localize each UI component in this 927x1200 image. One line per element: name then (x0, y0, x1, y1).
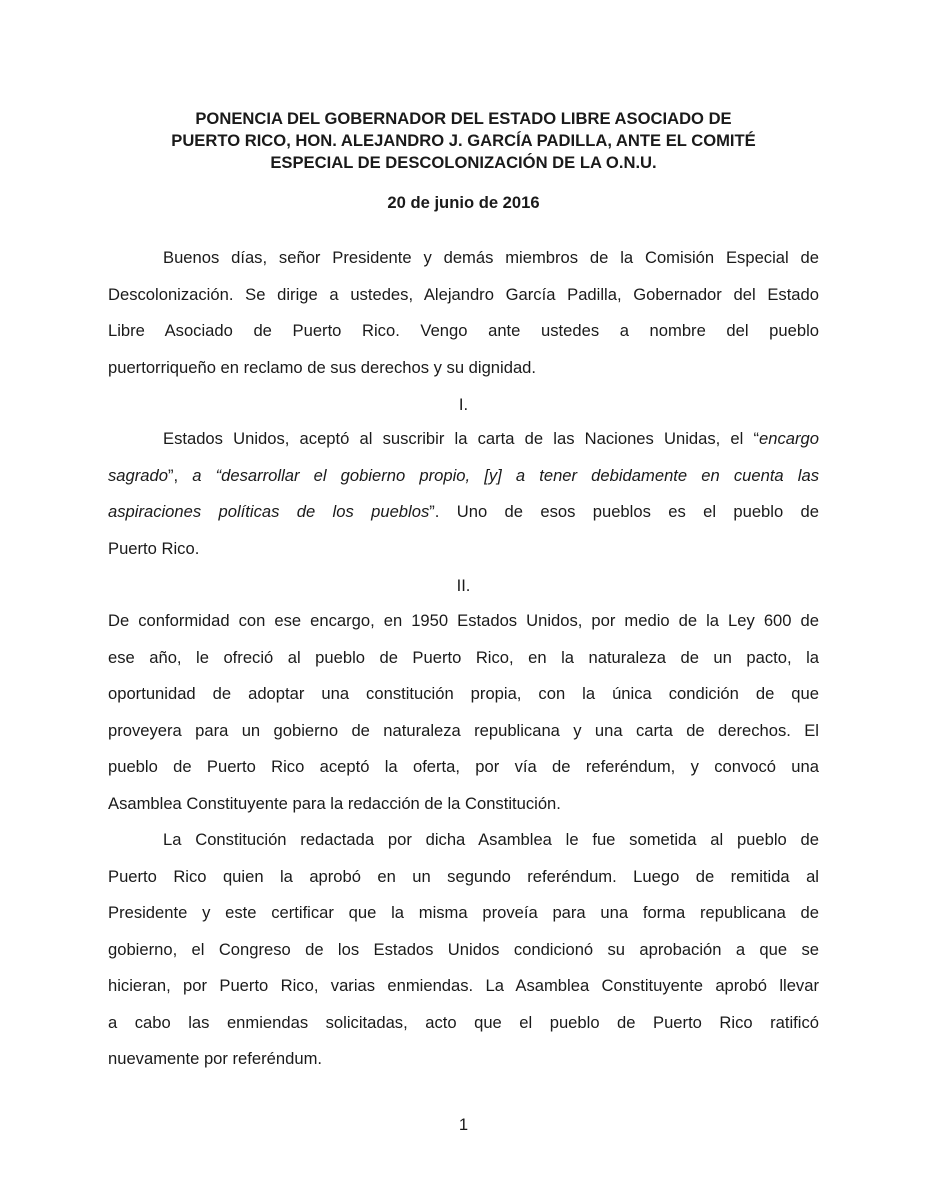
title-line: ESPECIAL DE DESCOLONIZACIÓN DE LA O.N.U. (270, 153, 657, 172)
text-line: gobierno, el Congreso de los Estados Unidos condicionó su aprobación a que se (108, 939, 819, 959)
text-line: Descolonización. Se dirige a ustedes, Alejandro García Padilla, Gobernador del Estado (108, 284, 819, 304)
text-line: proveyera para un gobierno de naturaleza republicana y una carta de derechos. El (108, 720, 819, 740)
paragraph-greeting (108, 240, 819, 386)
text-line: a cabo las enmiendas solicitadas, acto que el pueblo de Puerto Rico ratificó (108, 1012, 819, 1032)
text-line: Puerto Rico. (108, 538, 200, 558)
text-run-italic: a “desarrollar el gobierno propio, [y] a tener debidamente en cuenta las (192, 465, 819, 485)
paragraph-un-charter (108, 421, 819, 567)
text-line (108, 421, 819, 458)
text-line: nuevamente por referéndum. (108, 1049, 323, 1068)
text-line: pueblo de Puerto Rico aceptó la oferta, por vía de referéndum, y convocó una (108, 757, 819, 776)
text-run: ”, (167, 465, 193, 485)
text-line: Presidente y este certificar que la misma proveía para una forma republicana de (108, 903, 819, 922)
document-date: 20 de junio de 2016 (387, 193, 540, 212)
text-line: Buenos días, señor Presidente y demás miembros de la Comisión Especial de (163, 248, 819, 267)
paragraph-law-600 (108, 603, 819, 822)
section-heading-2: II. (456, 576, 471, 595)
text-line (108, 494, 819, 531)
text-run-italic: encargo (759, 429, 819, 448)
text-line: De conformidad con ese encargo, en 1950 Estados Unidos, por medio de la Ley 600 de (108, 611, 819, 630)
text-line: oportunidad de adoptar una constitución propia, con la única condición de que (108, 684, 819, 703)
text-run-italic: sagrado (108, 465, 168, 485)
text-line: Asamblea Constituyente para la redacción de la Constitución. (108, 793, 561, 813)
text-line: Libre Asociado de Puerto Rico. Vengo ante ustedes a nombre del pueblo (108, 321, 819, 340)
text-line: hicieran, por Puerto Rico, varias enmiendas. La Asamblea Constituyente aprobó llevar (108, 976, 819, 995)
text-run-italic: aspiraciones políticas de los pueblos (108, 502, 430, 521)
text-line: La Constitución redactada por dicha Asamblea le fue sometida al pueblo de (163, 830, 819, 849)
paragraph-constitution (108, 822, 819, 1078)
text-line: puertorriqueño en reclamo de sus derechos y su dignidad. (108, 357, 537, 377)
title-line: PONENCIA DEL GOBERNADOR DEL ESTADO LIBRE ASOCIADO DE (195, 109, 732, 128)
document-title (0, 108, 927, 174)
text-run: ”. Uno de esos pueblos es el pueblo de (429, 502, 819, 521)
text-run: Estados Unidos, aceptó al suscribir la carta de las Naciones Unidas, el “ (163, 429, 760, 448)
text-line (108, 458, 819, 495)
section-heading-1: I. (458, 395, 469, 414)
text-line: Puerto Rico quien la aprobó en un segundo referéndum. Luego de remitida al (108, 866, 819, 886)
title-line: PUERTO RICO, HON. ALEJANDRO J. GARCÍA PADILLA, ANTE EL COMITÉ (171, 131, 756, 150)
page-number: 1 (458, 1115, 469, 1134)
text-line: ese año, le ofreció al pueblo de Puerto Rico, en la naturaleza de un pacto, la (108, 647, 819, 667)
